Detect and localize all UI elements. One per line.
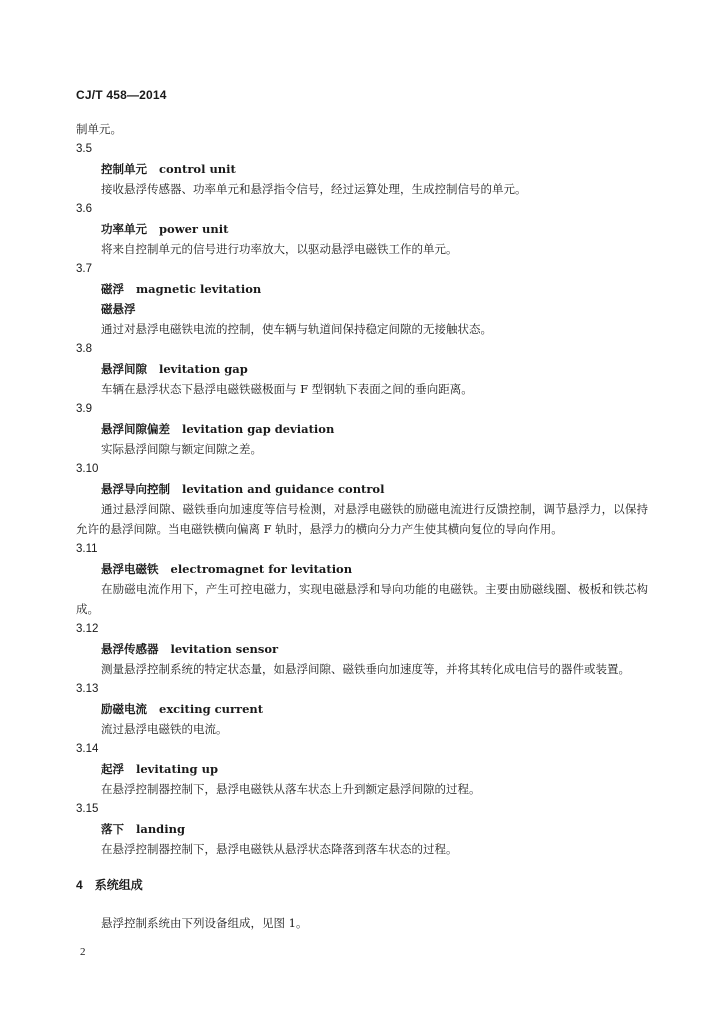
term-definition: 在悬浮控制器控制下，悬浮电磁铁从悬浮状态降落到落车状态的过程。 xyxy=(101,842,458,856)
term-definition: 测量悬浮控制系统的特定状态量，如悬浮间隙、磁铁垂向加速度等，并将其转化成电信号的器件或装置。 xyxy=(101,662,630,676)
entry-number: 3.14 xyxy=(76,743,99,755)
page-number: 2 xyxy=(80,946,86,958)
term-entry xyxy=(76,539,648,619)
term-entry xyxy=(76,739,648,799)
term-entry xyxy=(76,619,648,679)
term-entry xyxy=(76,199,648,259)
standard-code: CJ/T 458—2014 xyxy=(76,88,167,102)
term-definition: 实际悬浮间隙与额定间隙之差。 xyxy=(101,442,262,456)
continuation-text: 制单元。 xyxy=(76,122,122,136)
term-cn: 磁浮 xyxy=(101,282,124,296)
term-definition: 流过悬浮电磁铁的电流。 xyxy=(101,722,228,736)
term-line xyxy=(76,559,648,579)
term-line xyxy=(76,699,648,719)
term-definition: 将来自控制单元的信号进行功率放大，以驱动悬浮电磁铁工作的单元。 xyxy=(101,242,458,256)
term-en: landing xyxy=(136,822,185,836)
term-cn: 悬浮导向控制 xyxy=(101,482,170,496)
entry-number: 3.12 xyxy=(76,623,99,635)
term-en: levitating up xyxy=(136,762,218,776)
entry-number: 3.7 xyxy=(76,263,92,275)
term-entry xyxy=(76,339,648,399)
term-en: control unit xyxy=(159,162,236,176)
term-cn: 悬浮间隙 xyxy=(101,362,147,376)
term-definition: 通过悬浮间隙、磁铁垂向加速度等信号检测，对悬浮电磁铁的励磁电流进行反馈控制，调节悬浮力，以保持允许的悬浮间隙。当电磁铁横向偏离 F 轨时，悬浮力的横向分力产生使其横向复位的导向作用。 xyxy=(76,502,648,536)
term-definition: 通过对悬浮电磁铁电流的控制，使车辆与轨道间保持稳定间隙的无接触状态。 xyxy=(101,322,492,336)
term-cn: 功率单元 xyxy=(101,222,147,236)
section-number: 4 xyxy=(76,878,83,892)
term-line xyxy=(76,419,648,439)
term-line xyxy=(76,819,648,839)
term-synonym: 磁悬浮 xyxy=(101,302,136,316)
term-entry xyxy=(76,459,648,539)
term-definition: 在悬浮控制器控制下，悬浮电磁铁从落车状态上升到额定悬浮间隙的过程。 xyxy=(101,782,481,796)
term-cn: 悬浮间隙偏差 xyxy=(101,422,170,436)
term-line xyxy=(76,159,648,179)
term-en: magnetic levitation xyxy=(136,282,262,296)
term-line xyxy=(76,479,648,499)
term-cn: 悬浮电磁铁 xyxy=(101,562,159,576)
entry-number: 3.11 xyxy=(76,543,98,555)
entry-number: 3.10 xyxy=(76,463,99,475)
entry-number: 3.9 xyxy=(76,403,92,415)
term-en: exciting current xyxy=(159,702,264,716)
term-entry xyxy=(76,259,648,339)
entry-number: 3.6 xyxy=(76,203,92,215)
term-cn: 起浮 xyxy=(101,762,124,776)
term-definition: 接收悬浮传感器、功率单元和悬浮指令信号，经过运算处理，生成控制信号的单元。 xyxy=(101,182,527,196)
content xyxy=(76,119,648,933)
term-line xyxy=(76,219,648,239)
entry-number: 3.8 xyxy=(76,343,92,355)
section-body: 悬浮控制系统由下列设备组成，见图 1。 xyxy=(101,916,308,930)
term-definition: 车辆在悬浮状态下悬浮电磁铁磁极面与 F 型钢轨下表面之间的垂向距离。 xyxy=(101,382,473,396)
term-line xyxy=(76,359,648,379)
section-heading xyxy=(76,875,648,895)
term-en: electromagnet for levitation xyxy=(170,562,353,576)
term-entry xyxy=(76,679,648,739)
term-cn: 悬浮传感器 xyxy=(101,642,159,656)
entry-number: 3.13 xyxy=(76,683,99,695)
term-en: levitation gap deviation xyxy=(182,422,335,436)
term-en: power unit xyxy=(159,222,229,236)
term-line xyxy=(76,639,648,659)
entry-number: 3.15 xyxy=(76,803,99,815)
term-entry xyxy=(76,399,648,459)
term-entry xyxy=(76,139,648,199)
term-en: levitation gap xyxy=(159,362,248,376)
term-cn: 落下 xyxy=(101,822,124,836)
term-en: levitation and guidance control xyxy=(182,482,385,496)
term-en: levitation sensor xyxy=(170,642,279,656)
term-cn: 控制单元 xyxy=(101,162,147,176)
term-line xyxy=(76,759,648,779)
term-line xyxy=(76,279,648,299)
term-definition: 在励磁电流作用下，产生可控电磁力，实现电磁悬浮和导向功能的电磁铁。主要由励磁线圈、极板和铁芯构成。 xyxy=(76,582,648,616)
entry-number: 3.5 xyxy=(76,143,92,155)
term-cn: 励磁电流 xyxy=(101,702,147,716)
term-entry xyxy=(76,799,648,859)
section-title: 系统组成 xyxy=(94,878,143,892)
